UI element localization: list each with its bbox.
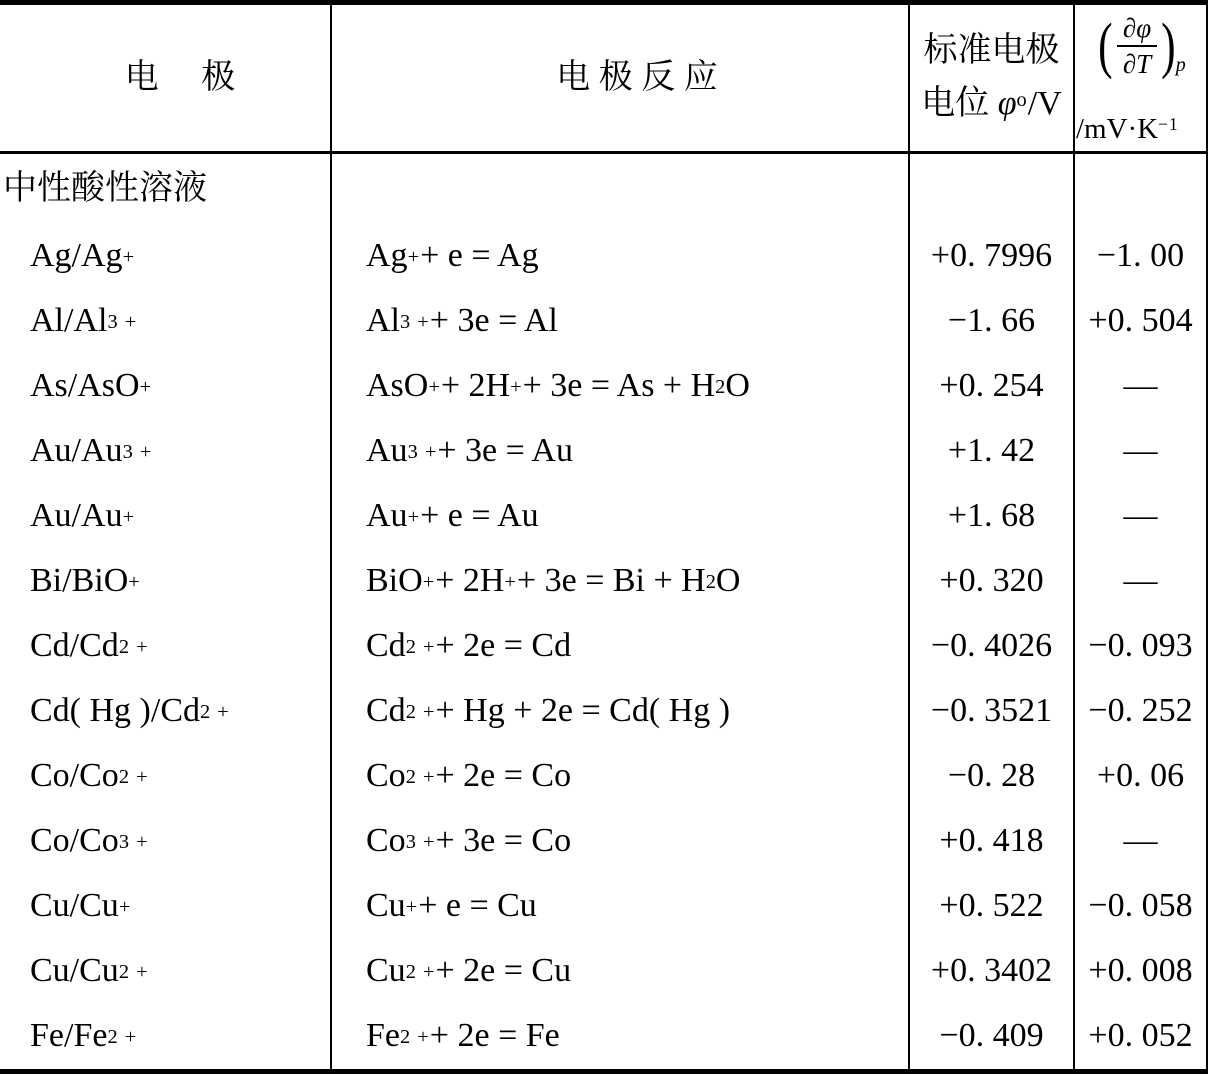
reaction-cell: Co 2 + + 2e = Co — [332, 744, 910, 809]
header-standard-potential-label — [921, 25, 1062, 130]
electrode-cell: Cu/Cu 2 + — [0, 939, 332, 1004]
section-label: 中性酸性溶液 — [3, 169, 207, 207]
temp-coeff-cell: −0. 058 — [1075, 874, 1208, 939]
electrode-cell: Ag/Ag + — [0, 224, 332, 289]
electrode-cell: Co/Co 3 + — [0, 809, 332, 874]
fraction-numerator: ∂φ — [1117, 13, 1157, 47]
section-label-cell — [0, 154, 332, 224]
table-row — [0, 419, 1208, 484]
temp-coeff-cell: +0. 052 — [1075, 1004, 1208, 1069]
potential-cell: +0. 3402 — [910, 939, 1075, 1004]
potential-cell: −0. 3521 — [910, 679, 1075, 744]
header-electrode — [0, 5, 332, 151]
potential-cell: −0. 28 — [910, 744, 1075, 809]
dphi-dT-fraction — [1117, 13, 1157, 79]
temp-coefficient-unit: $/mV\cdot K^{-1}$ — [1076, 113, 1179, 146]
reaction-cell: Al 3 + + 3e = Al — [332, 289, 910, 354]
table-row — [0, 939, 1208, 1004]
electrode-cell: As/AsO + — [0, 354, 332, 419]
subscript-p: p — [1175, 54, 1186, 77]
potential-cell: −1. 66 — [910, 289, 1075, 354]
temp-coeff-cell: −1. 00 — [1075, 224, 1208, 289]
temp-coeff-cell: +0. 06 — [1075, 744, 1208, 809]
temp-coeff-cell: — — [1075, 549, 1208, 614]
electrode-cell: Fe/Fe 2 + — [0, 1004, 332, 1069]
reaction-cell: BiO + + 2H + + 3e = Bi + H 2 O — [332, 549, 910, 614]
section-row — [0, 154, 1208, 224]
table-row — [0, 289, 1208, 354]
potential-header-line1: 标准电极 — [923, 32, 1060, 70]
electrode-cell: Co/Co 2 + — [0, 744, 332, 809]
potential-cell: +0. 320 — [910, 549, 1075, 614]
table-row — [0, 744, 1208, 809]
reaction-cell: Co 3 + + 3e = Co — [332, 809, 910, 874]
potential-cell — [910, 154, 1075, 224]
reaction-cell: Cu 2 + + 2e = Cu — [332, 939, 910, 1004]
reaction-cell: AsO + + 2H + + 3e = As + H 2 O — [332, 354, 910, 419]
table-row — [0, 809, 1208, 874]
temp-coeff-cell: — — [1075, 809, 1208, 874]
electrode-cell: Bi/BiO + — [0, 549, 332, 614]
electrode-cell: Au/Au + — [0, 484, 332, 549]
reaction-cell: Ag + + e = Ag — [332, 224, 910, 289]
potential-cell: −0. 4026 — [910, 614, 1075, 679]
temp-coeff-cell — [1075, 154, 1208, 224]
reaction-cell — [332, 154, 910, 224]
table-row — [0, 484, 1208, 549]
table-row — [0, 614, 1208, 679]
potential-cell: +0. 418 — [910, 809, 1075, 874]
temp-coeff-cell: — — [1075, 484, 1208, 549]
reaction-cell: Au 3 + + 3e = Au — [332, 419, 910, 484]
potential-header-line2: 电位 $\varphi^o/V$ — [921, 85, 1062, 122]
close-paren: ) — [1161, 11, 1176, 80]
fraction-denominator: ∂T — [1122, 49, 1152, 80]
table-row — [0, 1004, 1208, 1069]
reaction-cell: Cd 2 + + 2e = Cd — [332, 614, 910, 679]
table-row — [0, 549, 1208, 614]
header-standard-potential — [910, 5, 1075, 151]
potential-cell: +0. 254 — [910, 354, 1075, 419]
temp-coeff-cell: −0. 252 — [1075, 679, 1208, 744]
potential-cell: +0. 522 — [910, 874, 1075, 939]
temp-coeff-cell: +0. 008 — [1075, 939, 1208, 1004]
potential-cell: +0. 7996 — [910, 224, 1075, 289]
temp-coeff-cell: — — [1075, 419, 1208, 484]
table-header-row — [0, 5, 1208, 154]
reaction-cell: Cd 2 + + Hg + 2e = Cd( Hg ) — [332, 679, 910, 744]
header-reaction-label: 电 极 反 应 — [556, 58, 718, 96]
reaction-cell: Fe 2 + + 2e = Fe — [332, 1004, 910, 1069]
header-reaction — [332, 5, 910, 151]
partial-derivative-expression — [1075, 13, 1206, 79]
electrode-cell: Cu/Cu + — [0, 874, 332, 939]
electrode-cell: Au/Au 3 + — [0, 419, 332, 484]
potential-cell: +1. 68 — [910, 484, 1075, 549]
potential-cell: −0. 409 — [910, 1004, 1075, 1069]
temp-coefficient-formula — [1075, 5, 1206, 151]
temp-coeff-cell: −0. 093 — [1075, 614, 1208, 679]
potential-cell: +1. 42 — [910, 419, 1075, 484]
open-paren: ( — [1098, 11, 1113, 80]
table-row — [0, 224, 1208, 289]
table-row — [0, 679, 1208, 744]
reaction-cell: Au + + e = Au — [332, 484, 910, 549]
table-row — [0, 354, 1208, 419]
header-electrode-label: 电 极 — [124, 58, 236, 96]
header-temp-coefficient — [1075, 5, 1208, 151]
electrode-cell: Al/Al 3 + — [0, 289, 332, 354]
electrode-cell: Cd/Cd 2 + — [0, 614, 332, 679]
temp-coeff-cell: — — [1075, 354, 1208, 419]
reaction-cell: Cu + + e = Cu — [332, 874, 910, 939]
table-row — [0, 874, 1208, 939]
electrode-cell: Cd( Hg )/Cd 2 + — [0, 679, 332, 744]
temp-coeff-cell: +0. 504 — [1075, 289, 1208, 354]
